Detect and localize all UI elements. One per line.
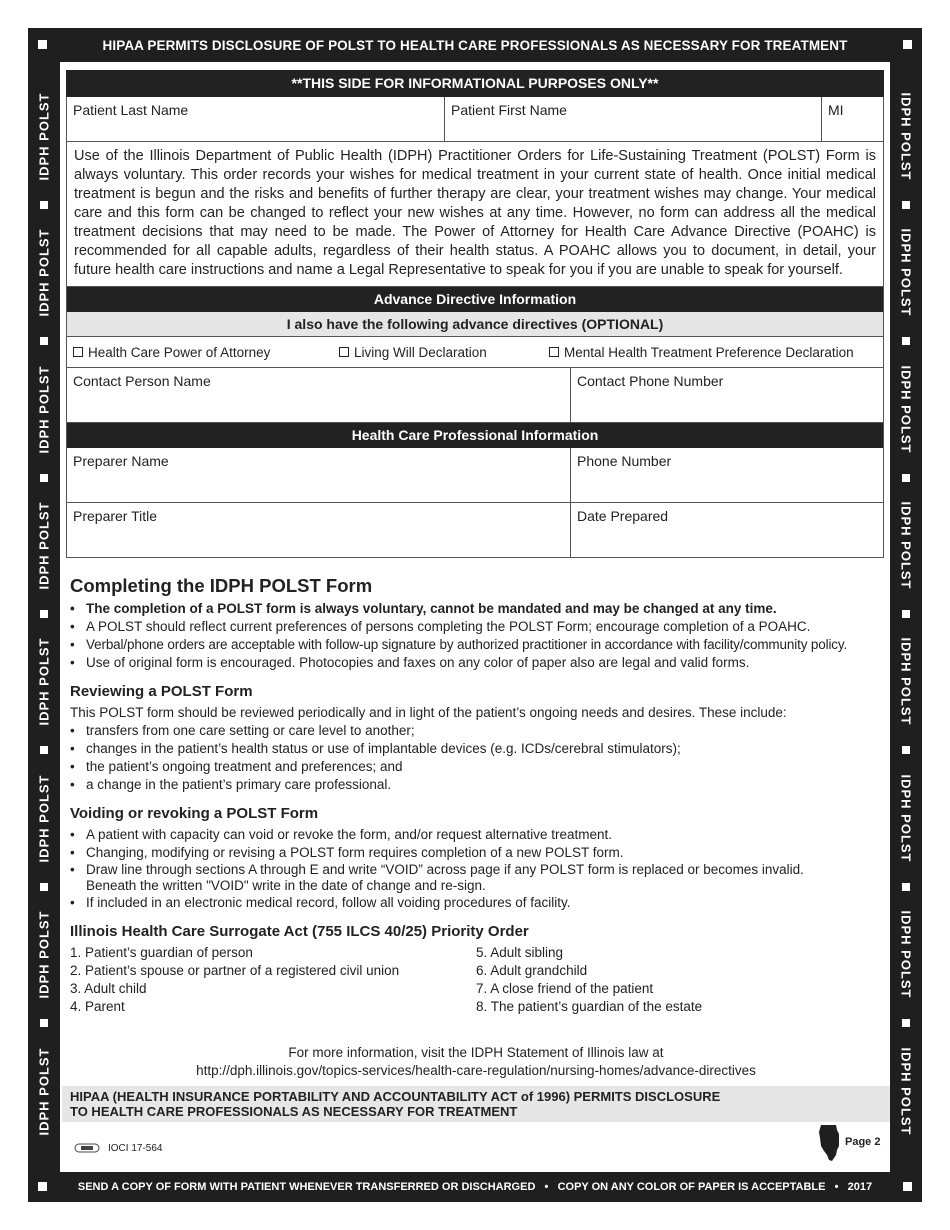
side-square	[902, 337, 910, 345]
patient-name-row	[67, 97, 883, 142]
side-square	[902, 201, 910, 209]
page-number: Page 2	[845, 1136, 881, 1148]
list-item-text: Draw line through sections A through E and write “VOID” across page if any POLST form is replaced or becomes invalid.	[86, 862, 804, 877]
side-square	[40, 1019, 48, 1027]
phone-number-field[interactable]: Phone Number	[570, 448, 883, 502]
list-item-continuation: Beneath the written "VOID" write in the date of change and re-sign.	[86, 878, 486, 893]
side-label: IDPH POLST	[898, 228, 914, 317]
surrogate-item: 7. A close friend of the patient	[476, 981, 654, 996]
side-label: IDPH POLST	[36, 228, 52, 317]
corner-square	[38, 40, 47, 49]
checkbox-icon[interactable]	[339, 347, 349, 357]
mi-field[interactable]: MI	[821, 97, 883, 141]
more-info-link[interactable]: http://dph.illinois.gov/topics-services/health-care-regulation/nursing-homes/advance-directives	[196, 1063, 756, 1078]
left-side-border	[28, 62, 60, 1172]
top-banner	[28, 28, 922, 62]
reviewing-list	[70, 722, 882, 794]
side-label: IDPH POLST	[898, 910, 914, 999]
surrogate-item: 3. Adult child	[70, 981, 147, 996]
advance-directive-subheader: I also have the following advance directives (OPTIONAL)	[67, 312, 883, 337]
illinois-map-icon	[818, 1124, 842, 1162]
contact-phone-field[interactable]: Contact Phone Number	[570, 368, 883, 422]
side-square	[40, 474, 48, 482]
contact-row	[67, 368, 883, 423]
bottom-banner	[28, 1172, 922, 1202]
preparer-title-row	[67, 503, 883, 557]
checkbox-label: Mental Health Treatment Preference Declaration	[564, 344, 854, 360]
surrogate-list	[70, 944, 882, 1016]
patient-last-name-field[interactable]: Patient Last Name	[73, 102, 189, 118]
list-item: • Use of original form is encouraged. Photocopies and faxes on any color of paper also are legal and valid forms.	[70, 654, 882, 672]
list-item: • a change in the patient’s primary care professional.	[70, 776, 882, 794]
side-label: IDPH POLST	[898, 1047, 914, 1136]
side-label: IDPH POLST	[36, 637, 52, 726]
checkbox-mental-health[interactable]	[549, 345, 854, 360]
instructions	[70, 575, 882, 1080]
side-square	[902, 610, 910, 618]
checkbox-label: Health Care Power of Attorney	[88, 344, 271, 360]
surrogate-title: Illinois Health Care Surrogate Act (755 ILCS 40/25) Priority Order	[70, 923, 529, 940]
side-square	[40, 746, 48, 754]
side-label: IDPH POLST	[36, 365, 52, 454]
corner-square	[903, 40, 912, 49]
list-item: • transfers from one care setting or care level to another;	[70, 722, 882, 740]
printer-logo-icon	[74, 1142, 100, 1154]
voiding-title: Voiding or revoking a POLST Form	[70, 805, 319, 822]
list-item: • changes in the patient’s health status or use of implantable devices (e.g. ICDs/cerebral stimulators);	[70, 740, 882, 758]
list-item	[70, 862, 882, 894]
reviewing-intro: This POLST form should be reviewed periodically and in light of the patient’s ongoing needs and desires. These include:	[70, 705, 787, 720]
corner-square	[38, 1182, 47, 1191]
surrogate-item: 1. Patient’s guardian of person	[70, 945, 253, 960]
reviewing-title: Reviewing a POLST Form	[70, 683, 253, 700]
intro-paragraph: Use of the Illinois Department of Public Health (IDPH) Practitioner Orders for Life-Sustaining Treatment (POLST) Form is always voluntary. This order records your wishes for medical treatment in your current state of health. Once initial medical treatment is begun and the risks and benefits of further therapy are clear, your treatment wishes may change. Your medical care and this form can be changed to reflect your new wishes at any time. However, no form can address all the medical treatment decisions that may need to be made. The Power of Attorney for Health Care Advance Directive (POAHC) is recommended for all capable adults, regardless of their health status. A POAHC allows you to document, in detail, your future health care instructions and name a Legal Representative to speak for you if you are unable to speak for yourself.	[67, 142, 883, 287]
polst-form	[66, 70, 884, 558]
list-item: • A patient with capacity can void or revoke the form, and/or request alternative treatment.	[70, 826, 882, 844]
side-square	[40, 337, 48, 345]
form-code-text: IOCI 17-564	[108, 1142, 163, 1154]
patient-first-name-field[interactable]: Patient First Name	[444, 97, 821, 141]
corner-square	[903, 1182, 912, 1191]
list-item: • The completion of a POLST form is always voluntary, cannot be mandated and may be changed at any time.	[70, 600, 882, 618]
list-item: • the patient’s ongoing treatment and preferences; and	[70, 758, 882, 776]
preparer-name-field[interactable]: Preparer Name	[73, 453, 169, 469]
hipaa-notice	[62, 1086, 890, 1122]
voiding-list	[70, 826, 882, 912]
side-square	[902, 474, 910, 482]
side-label: IDPH POLST	[36, 910, 52, 999]
hipaa-line: HIPAA (HEALTH INSURANCE PORTABILITY AND ACCOUNTABILITY ACT of 1996) PERMITS DISCLOSURE	[70, 1089, 721, 1104]
surrogate-item: 5. Adult sibling	[476, 945, 564, 960]
checkbox-hcpoa[interactable]	[73, 345, 339, 360]
contact-person-field[interactable]: Contact Person Name	[73, 373, 211, 389]
checkbox-icon[interactable]	[549, 347, 559, 357]
advance-directive-checkboxes	[67, 337, 883, 368]
side-square	[902, 883, 910, 891]
side-label: IDPH POLST	[898, 365, 914, 454]
surrogate-right-column	[476, 944, 882, 1016]
info-header: **THIS SIDE FOR INFORMATIONAL PURPOSES ONLY**	[66, 70, 884, 97]
checkbox-icon[interactable]	[73, 347, 83, 357]
completing-list	[70, 600, 882, 672]
list-item: • If included in an electronic medical record, follow all voiding procedures of facility.	[70, 894, 882, 912]
checkbox-label: Living Will Declaration	[354, 344, 487, 360]
preparer-title-field[interactable]: Preparer Title	[73, 508, 158, 524]
surrogate-left-column	[70, 944, 476, 1016]
more-info	[70, 1044, 882, 1080]
advance-directive-header: Advance Directive Information	[67, 287, 883, 312]
top-banner-text: HIPAA PERMITS DISCLOSURE OF POLST TO HEALTH CARE PROFESSIONALS AS NECESSARY FOR TREATMENT	[102, 37, 848, 53]
hipaa-line: TO HEALTH CARE PROFESSIONALS AS NECESSARY FOR TREATMENT	[70, 1104, 518, 1119]
side-label: IDPH POLST	[36, 774, 52, 863]
more-info-text: For more information, visit the IDPH Statement of Illinois law at	[288, 1045, 664, 1060]
form-code	[74, 1142, 162, 1154]
side-label: IDPH POLST	[898, 637, 914, 726]
preparer-row	[67, 448, 883, 503]
surrogate-item: 2. Patient’s spouse or partner of a registered civil union	[70, 963, 400, 978]
surrogate-item: 6. Adult grandchild	[476, 963, 588, 978]
list-item: • A POLST should reflect current preferences of persons completing the POLST Form; encourage completion of a POAHC.	[70, 618, 882, 636]
side-label: IDPH POLST	[898, 501, 914, 590]
date-prepared-field[interactable]: Date Prepared	[570, 503, 883, 557]
side-square	[40, 610, 48, 618]
side-square	[40, 201, 48, 209]
side-square	[902, 1019, 910, 1027]
side-label: IDPH POLST	[36, 501, 52, 590]
side-square	[40, 883, 48, 891]
completing-title: Completing the IDPH POLST Form	[70, 575, 373, 596]
side-square	[902, 746, 910, 754]
side-label: IDPH POLST	[36, 92, 52, 181]
list-item: • Changing, modifying or revising a POLST form requires completion of a new POLST form.	[70, 844, 882, 862]
side-label: IDPH POLST	[36, 1047, 52, 1136]
side-label: IDPH POLST	[898, 92, 914, 181]
hcp-header: Health Care Professional Information	[67, 423, 883, 448]
bottom-banner-text: SEND A COPY OF FORM WITH PATIENT WHENEVER TRANSFERRED OR DISCHARGED • COPY ON ANY COLOR OF PAPER IS ACCEPTABLE • 2017	[77, 1181, 873, 1193]
form-body	[66, 97, 884, 558]
checkbox-living-will[interactable]	[339, 345, 549, 360]
side-label: IDPH POLST	[898, 774, 914, 863]
surrogate-item: 4. Parent	[70, 999, 125, 1014]
right-side-border	[890, 62, 922, 1172]
list-item: • Verbal/phone orders are acceptable with follow-up signature by authorized practitioner in accordance with facility/community policy.	[70, 636, 882, 654]
surrogate-item: 8. The patient’s guardian of the estate	[476, 999, 703, 1014]
